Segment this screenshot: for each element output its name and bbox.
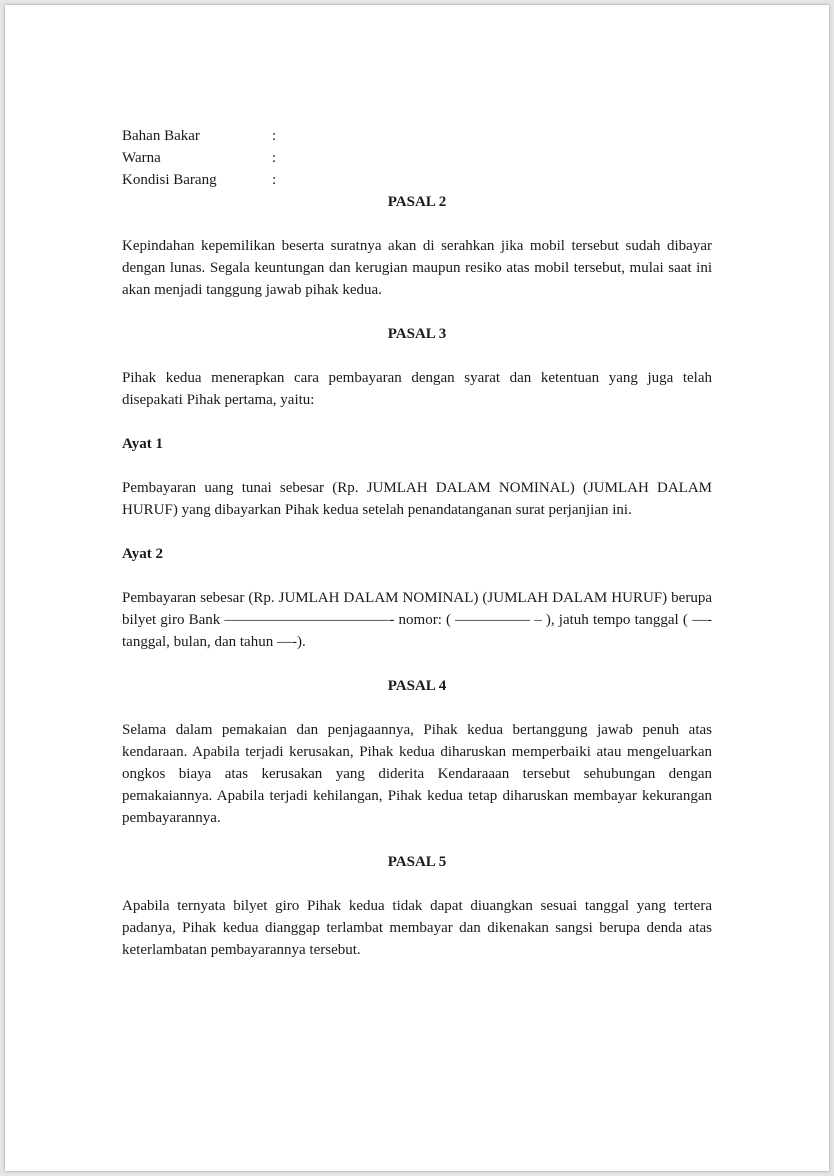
- field-colon: :: [272, 172, 277, 188]
- field-label: Warna: [122, 150, 161, 166]
- pasal-2-title: PASAL 2: [387, 194, 447, 210]
- ayat-1-title: Ayat 1: [122, 436, 163, 452]
- pasal-2-text: Kepindahan kepemilikan beserta suratnya akan di serahkan jika mobil tersebut sudah dibayar dengan lunas. Segala keuntungan dan kerugian maupun resiko atas mobil tersebut, mulai saat ini akan menjadi tanggung jawab pihak kedua.: [122, 238, 712, 298]
- ayat-2-title: Ayat 2: [122, 546, 163, 562]
- field-label: Kondisi Barang: [122, 172, 217, 188]
- pasal-4-title: PASAL 4: [387, 678, 447, 694]
- pasal-3-title: PASAL 3: [387, 326, 447, 342]
- pasal-4-text: Selama dalam pemakaian dan penjagaannya, Pihak kedua bertanggung jawab penuh atas kendaraan. Apabila terjadi kerusakan, Pihak kedua diharuskan memperbaiki atau mengeluarkan ongkos biaya atas kerusakan yang diderita Kendaraaan tersebut sehubungan dengan pemakaiannya. Apabila terjadi kehilangan, Pihak kedua tetap diharuskan membayar kekurangan pembayarannya.: [122, 722, 712, 826]
- document-content: [122, 125, 712, 961]
- field-colon: :: [272, 150, 277, 166]
- field-row-bahan-bakar: [122, 125, 712, 147]
- field-label: Bahan Bakar: [122, 128, 200, 144]
- ayat-2-text: Pembayaran sebesar (Rp. JUMLAH DALAM NOMINAL) (JUMLAH DALAM HURUF) berupa bilyet giro Bank ———————————- nomor: ( ————— – ), jatuh tempo tanggal ( —- tanggal, bulan, dan tahun —-).: [122, 590, 712, 650]
- field-row-warna: [122, 147, 712, 169]
- pasal-5-title: PASAL 5: [387, 854, 447, 870]
- pasal-3-text: Pihak kedua menerapkan cara pembayaran dengan syarat dan ketentuan yang juga telah disepakati Pihak pertama, yaitu:: [122, 370, 712, 408]
- document-page: [5, 5, 829, 1171]
- pasal-5-text: Apabila ternyata bilyet giro Pihak kedua tidak dapat diuangkan sesuai tanggal yang tertera padanya, Pihak kedua dianggap terlambat membayar dan dikenakan sangsi berupa denda atas keterlambatan pembayarannya tersebut.: [122, 898, 712, 958]
- field-row-kondisi-barang: [122, 169, 712, 191]
- field-colon: :: [272, 128, 277, 144]
- ayat-1-text: Pembayaran uang tunai sebesar (Rp. JUMLAH DALAM NOMINAL) (JUMLAH DALAM HURUF) yang dibayarkan Pihak kedua setelah penandatanganan surat perjanjian ini.: [122, 480, 712, 518]
